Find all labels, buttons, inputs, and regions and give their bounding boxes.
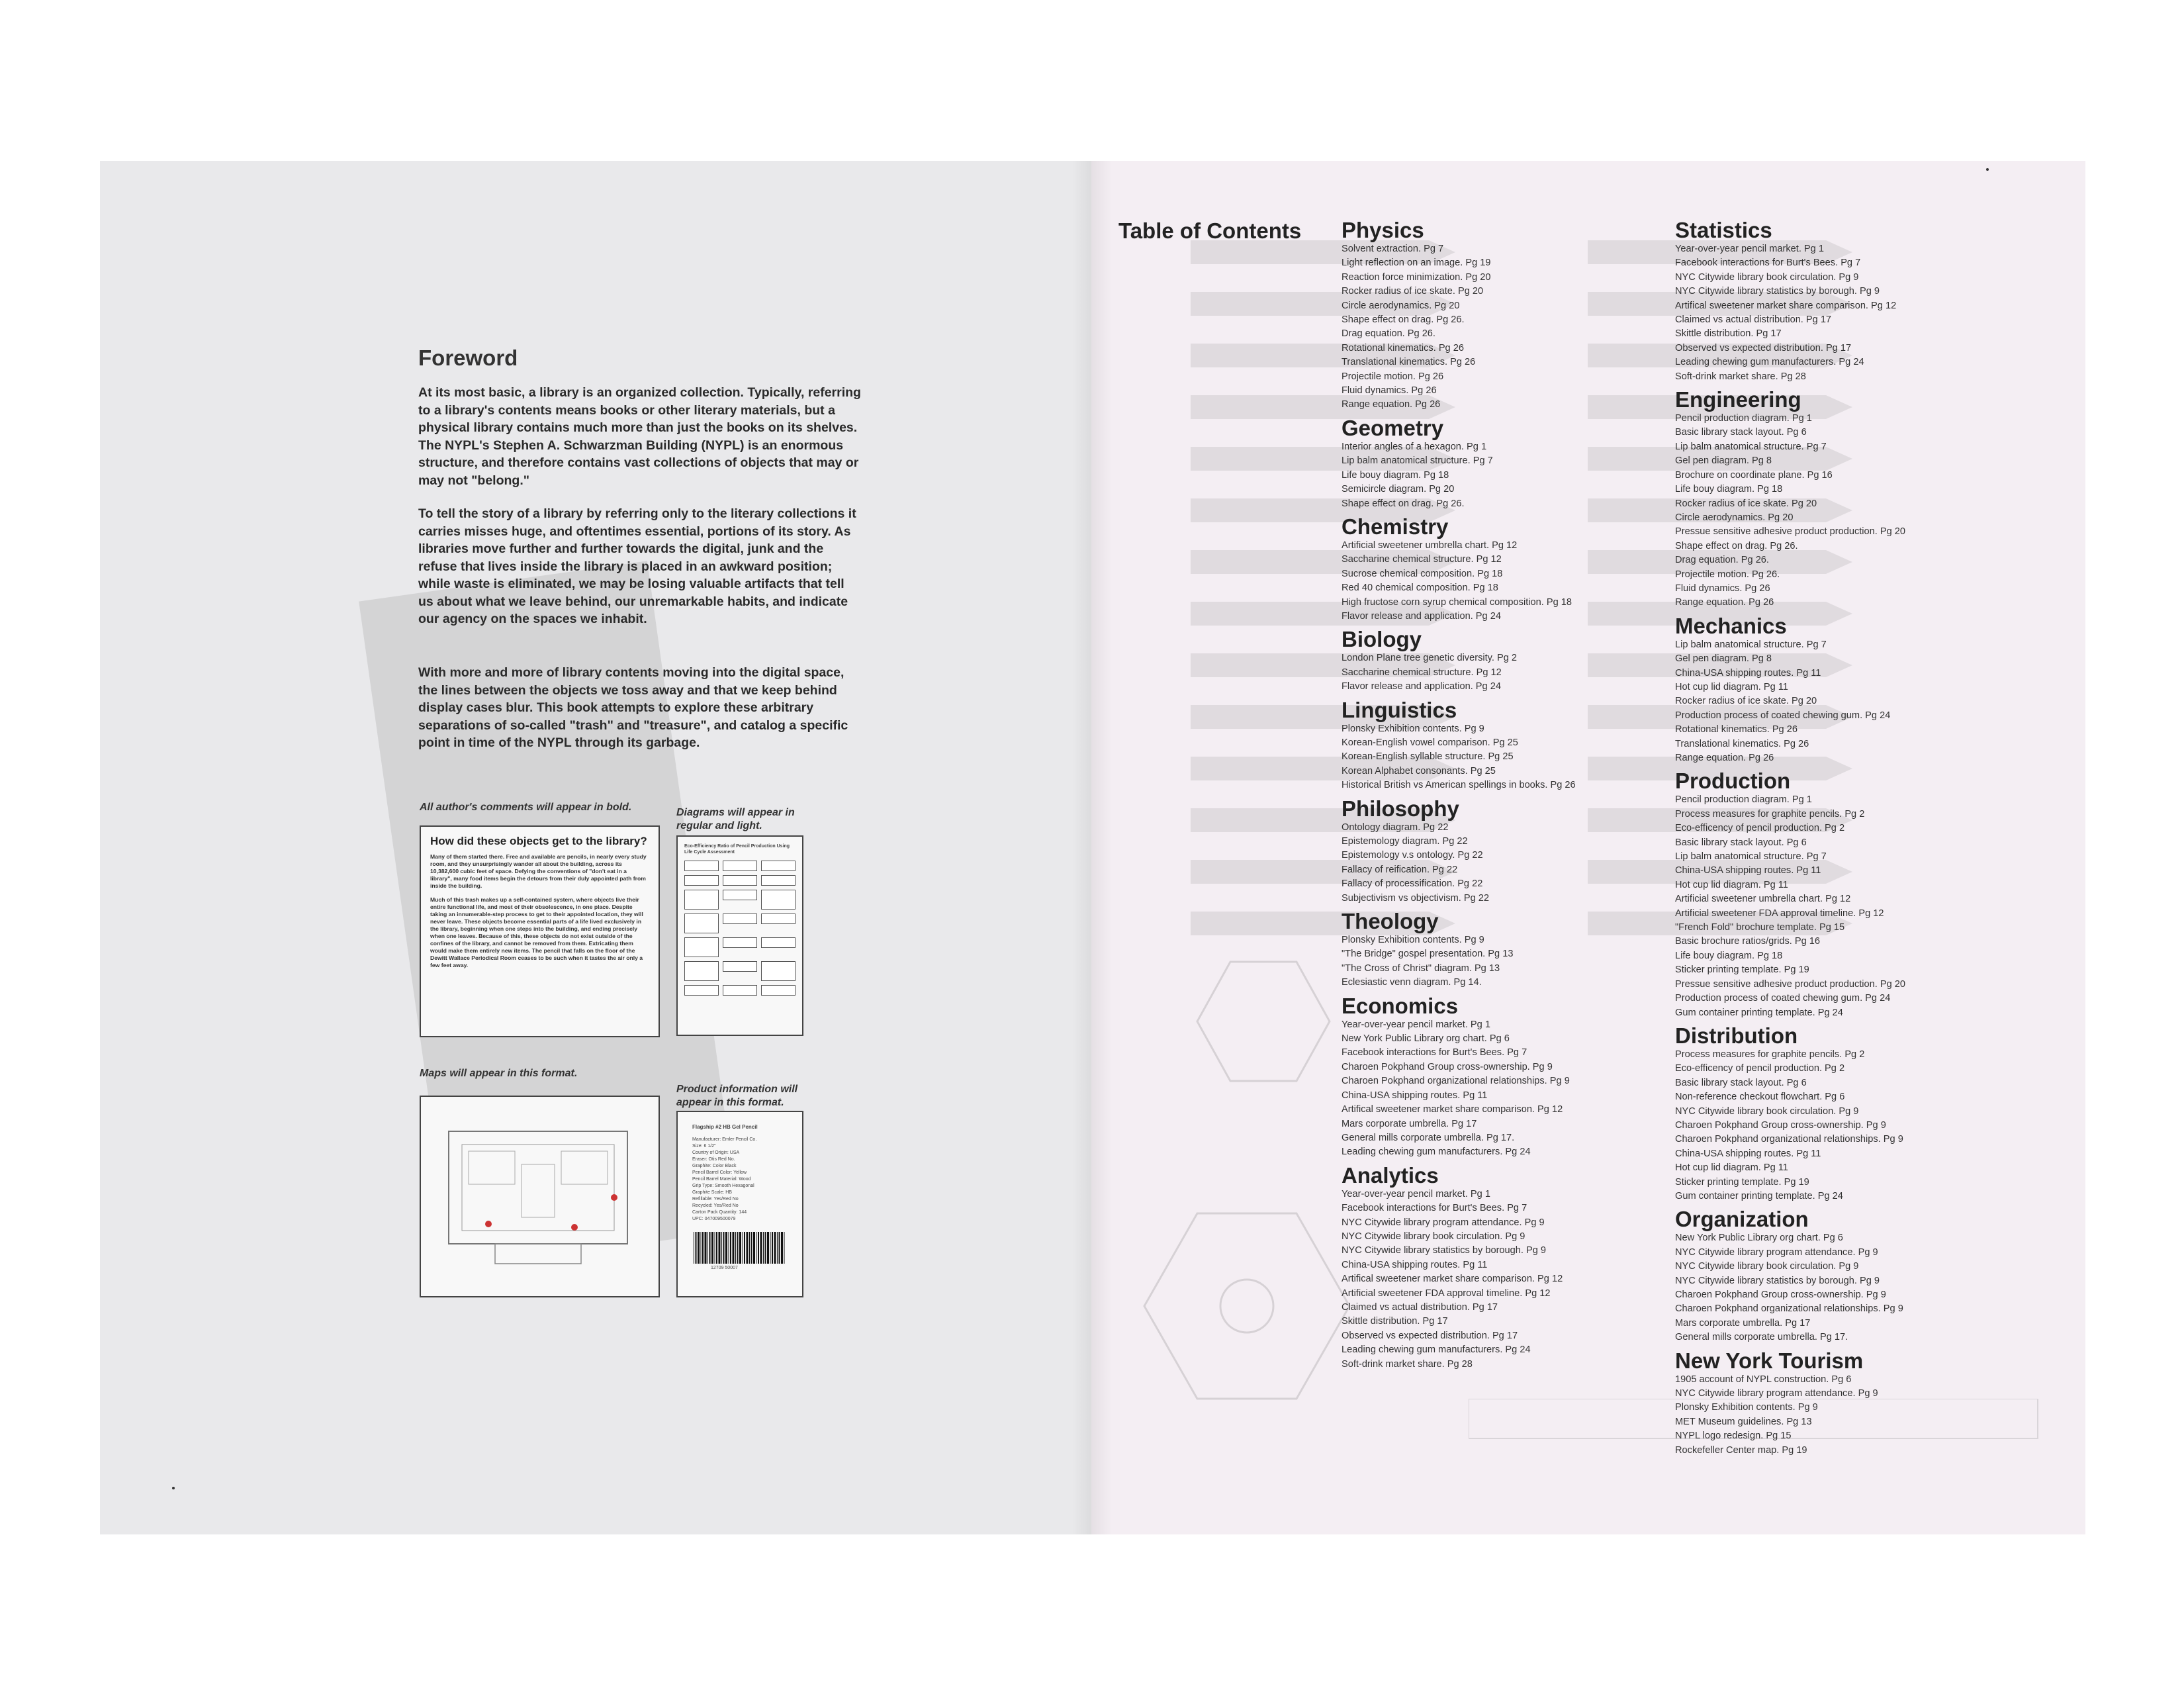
toc-title: Table of Contents: [1118, 218, 1302, 243]
product-detail-line: Size: 6 1/2": [692, 1144, 716, 1149]
toc-entry: Facebook interactions for Burt's Bees. Pg 7: [1342, 1047, 1527, 1058]
toc-section-geometry: [1342, 416, 1672, 511]
toc-entry: Eco-efficency of pencil production. Pg 2: [1675, 1063, 1845, 1074]
toc-entry: Artificial sweetener umbrella chart. Pg 12: [1675, 894, 1851, 905]
toc-entry: Observed vs expected distribution. Pg 17: [1342, 1330, 1518, 1341]
toc-entry: Claimed vs actual distribution. Pg 17: [1675, 314, 1832, 326]
toc-entry: Korean Alphabet consonants. Pg 25: [1342, 765, 1496, 776]
toc-column-1: [1342, 218, 1672, 1376]
toc-entry: Life bouy diagram. Pg 18: [1675, 950, 1783, 961]
toc-entry: Sticker printing template. Pg 19: [1675, 964, 1809, 976]
toc-section-heading: Distribution: [1675, 1023, 1798, 1048]
toc-column-2: [1675, 218, 2006, 1462]
toc-entry: Range equation. Pg 26: [1675, 753, 1774, 763]
toc-entry: "The Cross of Christ" diagram. Pg 13: [1342, 962, 1500, 974]
toc-section-distribution: [1675, 1024, 2006, 1203]
toc-entry: Artifical sweetener market share comparison. Pg 12: [1675, 300, 1897, 311]
toc-section-linguistics: [1342, 698, 1672, 793]
toc-entry: Skittle distribution. Pg 17: [1675, 328, 1782, 340]
toc-entry: Hot cup lid diagram. Pg 11: [1675, 1162, 1788, 1174]
toc-entry: London Plane tree genetic diversity. Pg 2: [1342, 653, 1518, 664]
toc-entry: Range equation. Pg 26: [1675, 597, 1774, 608]
toc-entry: MET Museum guidelines. Pg 13: [1675, 1416, 1812, 1427]
toc-entry: Subjectivism vs objectivism. Pg 22: [1342, 892, 1490, 904]
toc-section-heading: Production: [1675, 769, 1791, 794]
toc-entry: Production process of coated chewing gum. Pg 24: [1675, 710, 1891, 721]
toc-entry: Observed vs expected distribution. Pg 17: [1675, 342, 1852, 353]
toc-entry-list: [1342, 933, 1672, 990]
sample-diagram-title: Eco-Efficiency Ratio of Pencil Production Using Life Cycle Assessment: [684, 844, 790, 855]
toc-entry: NYC Citywide library program attendance. Pg 9: [1342, 1217, 1545, 1228]
toc-entry: General mills corporate umbrella. Pg 17.: [1342, 1132, 1515, 1143]
toc-entry-list: [1342, 242, 1672, 412]
foreword-paragraph-1: At its most basic, a library is an organized collection. Typically, referring to a library's contents means books or other literary materials, but a physical library contains much more than just the books on its shelves. The NYPL's Stephen A. Schwarzman Building (NYPL) is an enormous structure, and therefore contains vast collections of objects that may or may not "belong.": [418, 385, 861, 488]
toc-entry: Rotational kinematics. Pg 26: [1342, 342, 1464, 353]
toc-entry: Lip balm anatomical structure. Pg 7: [1675, 851, 1827, 863]
toc-section-biology: [1342, 628, 1672, 694]
toc-entry: Pressue sensitive adhesive product production. Pg 20: [1675, 526, 1906, 538]
toc-entry: Circle aerodynamics. Pg 20: [1675, 512, 1794, 523]
toc-section-heading: Geometry: [1342, 415, 1444, 440]
toc-entry: Leading chewing gum manufacturers. Pg 24: [1675, 357, 1864, 368]
toc-entry: Artifical sweetener market share comparison. Pg 12: [1342, 1274, 1563, 1285]
product-detail-line: Grip Type: Smooth Hexagonal: [692, 1184, 754, 1188]
barcode-number: 12709 50007: [711, 1266, 738, 1270]
toc-entry: NYPL logo redesign. Pg 15: [1675, 1430, 1792, 1442]
toc-entry: Fallacy of processification. Pg 22: [1342, 878, 1483, 890]
toc-entry: Charoen Pokphand Group cross-ownership. Pg 9: [1342, 1061, 1553, 1072]
toc-section-production: [1675, 769, 2006, 1020]
toc-entry: NYC Citywide library book circulation. Pg 9: [1675, 271, 1859, 283]
toc-entry: Charoen Pokphand Group cross-ownership. Pg 9: [1675, 1119, 1886, 1131]
toc-entry: Rotational kinematics. Pg 26: [1675, 724, 1797, 735]
toc-entry: Flavor release and application. Pg 24: [1342, 610, 1501, 622]
toc-entry: Rocker radius of ice skate. Pg 20: [1675, 696, 1817, 707]
toc-section-heading: Mechanics: [1675, 613, 1787, 638]
toc-entry: Artificial sweetener FDA approval timeline. Pg 12: [1675, 908, 1884, 919]
toc-entry: Pencil production diagram. Pg 1: [1675, 794, 1812, 806]
toc-section-analytics: [1342, 1164, 1672, 1372]
toc-section-engineering: [1675, 388, 2006, 610]
toc-entry: China-USA shipping routes. Pg 11: [1675, 1148, 1821, 1159]
toc-entry: Shape effect on drag. Pg 26.: [1342, 314, 1465, 326]
toc-entry: Translational kinematics. Pg 26: [1675, 738, 1809, 749]
toc-entry: New York Public Library org chart. Pg 6: [1342, 1033, 1510, 1045]
toc-section-heading: Linguistics: [1342, 697, 1457, 722]
product-detail-line: Pencil Barrel Material: Wood: [692, 1177, 751, 1182]
toc-entry: Gum container printing template. Pg 24: [1675, 1190, 1843, 1201]
toc-entry-list: [1675, 1231, 2006, 1344]
toc-entry: Reaction force minimization. Pg 20: [1342, 271, 1491, 283]
toc-entry: Ontology diagram. Pg 22: [1342, 821, 1449, 833]
toc-entry: Charoen Pokphand organizational relationships. Pg 9: [1675, 1303, 1903, 1315]
toc-section-heading: Statistics: [1675, 218, 1772, 242]
toc-entry: Lip balm anatomical structure. Pg 7: [1342, 455, 1493, 467]
product-detail-line: UPC: 047009500079: [692, 1217, 736, 1221]
toc-entry: Rocker radius of ice skate. Pg 20: [1342, 286, 1484, 297]
caption-maps: Maps will appear in this format.: [420, 1068, 578, 1079]
toc-section-heading: New York Tourism: [1675, 1348, 1864, 1373]
toc-section-mechanics: [1675, 614, 2006, 766]
toc-entry: Translational kinematics. Pg 26: [1342, 357, 1476, 368]
toc-entry: Korean-English syllable structure. Pg 25: [1342, 751, 1514, 763]
toc-entry: General mills corporate umbrella. Pg 17.: [1675, 1332, 1848, 1343]
toc-entry: Artifical sweetener market share comparison. Pg 12: [1342, 1104, 1563, 1115]
toc-entry: Claimed vs actual distribution. Pg 17: [1342, 1301, 1498, 1313]
toc-entry: Basic library stack layout. Pg 6: [1675, 1077, 1807, 1088]
toc-entry: Semicircle diagram. Pg 20: [1342, 484, 1455, 495]
caption-comments: All author's comments will appear in bold.: [420, 802, 632, 813]
toc-entry: NYC Citywide library book circulation. Pg 9: [1675, 1261, 1859, 1272]
toc-entry: Shape effect on drag. Pg 26.: [1675, 540, 1798, 551]
toc-entry: NYC Citywide library statistics by borough. Pg 9: [1342, 1245, 1547, 1256]
toc-entry: Rocker radius of ice skate. Pg 20: [1675, 498, 1817, 509]
book-spine: [1072, 161, 1112, 1534]
sample-comment-heading: How did these objects get to the library?: [430, 835, 647, 847]
toc-entry: Shape effect on drag. Pg 26.: [1342, 498, 1465, 509]
product-detail-line: Manufacturer: Emler Pencil Co.: [692, 1137, 757, 1142]
toc-section-heading: Philosophy: [1342, 796, 1459, 821]
toc-section-heading: Organization: [1675, 1207, 1809, 1232]
foreword-title: Foreword: [418, 346, 518, 370]
toc-section-new-york-tourism: [1675, 1349, 2006, 1458]
toc-entry: Brochure on coordinate plane. Pg 16: [1675, 469, 1833, 481]
toc-entry: Gel pen diagram. Pg 8: [1675, 455, 1772, 467]
toc-entry-list: [1675, 638, 2006, 766]
toc-section-heading: Analytics: [1342, 1162, 1439, 1188]
toc-entry: Mars corporate umbrella. Pg 17: [1342, 1118, 1477, 1129]
toc-entry: "The Bridge" gospel presentation. Pg 13: [1342, 949, 1514, 960]
toc-entry: Charoen Pokphand organizational relationships. Pg 9: [1342, 1076, 1570, 1087]
toc-entry: Saccharine chemical structure. Pg 12: [1342, 554, 1502, 565]
toc-entry: Year-over-year pencil market. Pg 1: [1675, 244, 1824, 254]
toc-section-economics: [1342, 994, 1672, 1160]
toc-entry: Hot cup lid diagram. Pg 11: [1675, 879, 1788, 890]
speck: [1986, 168, 1989, 171]
toc-entry-list: [1675, 793, 2006, 1020]
toc-entry: Fallacy of reification. Pg 22: [1342, 864, 1458, 875]
toc-entry: Life bouy diagram. Pg 18: [1675, 484, 1783, 495]
toc-entry: Basic brochure ratios/grids. Pg 16: [1675, 936, 1821, 947]
toc-entry: Year-over-year pencil market. Pg 1: [1342, 1188, 1490, 1199]
product-detail-line: Carton Pack Quantity: 144: [692, 1210, 747, 1215]
toc-section-physics: [1342, 218, 1672, 412]
toc-entry: Production process of coated chewing gum. Pg 24: [1675, 993, 1891, 1004]
product-details: [692, 1137, 796, 1223]
toc-entry: New York Public Library org chart. Pg 6: [1675, 1233, 1843, 1244]
toc-entry-list: [1675, 242, 2006, 384]
toc-section-philosophy: [1342, 797, 1672, 906]
toc-entry-list: [1342, 440, 1672, 511]
toc-entry: Circle aerodynamics. Pg 20: [1342, 300, 1460, 311]
toc-entry: Gel pen diagram. Pg 8: [1675, 653, 1772, 665]
toc-section-heading: Theology: [1342, 909, 1439, 934]
toc-section-heading: Engineering: [1675, 387, 1801, 412]
product-detail-line: Country of Origin: USA: [692, 1150, 740, 1155]
toc-entry: Plonsky Exhibition contents. Pg 9: [1675, 1402, 1818, 1413]
toc-entry: Fluid dynamics. Pg 26: [1675, 583, 1770, 594]
toc-entry: Drag equation. Pg 26.: [1675, 555, 1769, 566]
sample-diagram-box: [676, 835, 803, 1036]
toc-entry: Solvent extraction. Pg 7: [1342, 244, 1444, 254]
toc-entry: Interior angles of a hexagon. Pg 1: [1342, 441, 1487, 452]
toc-entry: Soft-drink market share. Pg 28: [1342, 1358, 1473, 1370]
sample-map-box: [420, 1096, 660, 1297]
toc-entry: Plonsky Exhibition contents. Pg 9: [1342, 935, 1484, 946]
toc-entry: China-USA shipping routes. Pg 11: [1342, 1259, 1488, 1270]
toc-entry-list: [1342, 539, 1672, 624]
sample-comment-paragraph-1: Many of them started there. Free and available are pencils, in nearly every study room, and they unsurprisingly wander all about the building, across its 10,382,600 cubic feet of space. Defying the conventions of "don't eat in a library", many food items begin the detours from their duly appointed path from inside the building.: [430, 853, 647, 889]
toc-entry: Basic library stack layout. Pg 6: [1675, 427, 1807, 438]
toc-entry: Soft-drink market share. Pg 28: [1675, 371, 1806, 382]
toc-entry: Projectile motion. Pg 26: [1342, 371, 1444, 382]
product-detail-line: Refillable: Yes/Red No: [692, 1197, 739, 1201]
toc-entry: Epistemology v.s ontology. Pg 22: [1342, 850, 1483, 861]
toc-entry: Year-over-year pencil market. Pg 1: [1342, 1019, 1490, 1030]
toc-entry: 1905 account of NYPL construction. Pg 6: [1675, 1374, 1852, 1385]
toc-entry-list: [1675, 1048, 2006, 1203]
sample-flowchart: [684, 861, 796, 996]
toc-section-organization: [1675, 1207, 2006, 1344]
toc-entry: Epistemology diagram. Pg 22: [1342, 836, 1468, 847]
toc-entry: Artificial sweetener FDA approval timeline. Pg 12: [1342, 1288, 1551, 1299]
product-detail-line: Graphite: Color Black: [692, 1164, 737, 1168]
product-detail-line: Recycled: Yes/Red No: [692, 1203, 739, 1208]
toc-entry: Fluid dynamics. Pg 26: [1342, 385, 1437, 397]
toc-entry: Facebook interactions for Burt's Bees. Pg 7: [1675, 258, 1861, 269]
toc-entry: Artificial sweetener umbrella chart. Pg 12: [1342, 539, 1518, 551]
toc-entry: Process measures for graphite pencils. Pg 2: [1675, 1049, 1865, 1060]
sample-product-box: [676, 1111, 803, 1297]
toc-entry: Historical British vs American spellings in books. Pg 26: [1342, 780, 1576, 791]
toc-entry-list: [1675, 412, 2006, 610]
toc-entry: Skittle distribution. Pg 17: [1342, 1316, 1448, 1327]
sample-comment-box: [420, 825, 660, 1037]
toc-entry: Drag equation. Pg 26.: [1342, 328, 1435, 340]
toc-entry-list: [1342, 722, 1672, 793]
toc-entry: Range equation. Pg 26: [1342, 399, 1441, 410]
product-detail-line: Eraser: Otis Red No.: [692, 1157, 735, 1162]
toc-entry: Gum container printing template. Pg 24: [1675, 1007, 1843, 1018]
toc-section-heading: Physics: [1342, 218, 1424, 242]
toc-entry: "French Fold" brochure template. Pg 15: [1675, 922, 1845, 933]
product-title: Flagship #2 HB Gel Pencil: [692, 1124, 758, 1130]
toc-section-heading: Chemistry: [1342, 514, 1449, 539]
toc-entry: NYC Citywide library book circulation. Pg 9: [1342, 1231, 1525, 1242]
toc-entry: Eco-efficency of pencil production. Pg 2: [1675, 823, 1845, 834]
toc-entry: Pencil production diagram. Pg 1: [1675, 413, 1812, 424]
speck: [172, 1487, 175, 1489]
toc-entry: Basic library stack layout. Pg 6: [1675, 837, 1807, 848]
toc-entry-list: [1675, 1373, 2006, 1458]
caption-product: Product information will appear in this format.: [676, 1084, 798, 1108]
product-detail-line: Pencil Barrel Color: Yellow: [692, 1170, 747, 1175]
toc-entry: NYC Citywide library statistics by borough. Pg 9: [1675, 286, 1880, 297]
product-detail-line: Graphite Scale: HB: [692, 1190, 732, 1195]
toc-entry: Charoen Pokphand organizational relationships. Pg 9: [1675, 1134, 1903, 1145]
foreword-paragraph-3: With more and more of library contents moving into the digital space, the lines between the objects we toss away and that we keep behind display cases blur. This book attempts to explore these arbitrary separations of so-called "trash" and "treasure", and catalog a specific point in time of the NYPL through its garbage.: [418, 665, 848, 750]
toc-entry-list: [1342, 1188, 1672, 1372]
toc-entry-list: [1342, 1018, 1672, 1160]
toc-entry: Mars corporate umbrella. Pg 17: [1675, 1317, 1811, 1329]
toc-section-statistics: [1675, 218, 2006, 384]
toc-entry: China-USA shipping routes. Pg 11: [1675, 667, 1821, 679]
toc-entry: Life bouy diagram. Pg 18: [1342, 469, 1449, 481]
toc-entry: China-USA shipping routes. Pg 11: [1675, 865, 1821, 876]
barcode-image: [692, 1232, 785, 1265]
toc-entry: Pressue sensitive adhesive product production. Pg 20: [1675, 978, 1906, 990]
toc-entry: Sucrose chemical composition. Pg 18: [1342, 568, 1503, 579]
toc-section-heading: Economics: [1342, 993, 1459, 1018]
toc-entry: Lip balm anatomical structure. Pg 7: [1675, 639, 1827, 650]
toc-entry: Hot cup lid diagram. Pg 11: [1675, 681, 1788, 692]
toc-entry: Charoen Pokphand Group cross-ownership. Pg 9: [1675, 1289, 1886, 1300]
toc-entry: Light reflection on an image. Pg 19: [1342, 258, 1491, 269]
foreword-paragraph-2: To tell the story of a library by referring only to the literary collections it carries misses huge, and oftentimes essential, portions of its story. As libraries move further and further towards the digital, junk and the refuse that lives inside the library is placed in an awkward position; while waste is eliminated, we may be losing valuable artifacts that tell us about what we leave behind, our unremarkable habits, and indicate our agency on the spaces we inhabit.: [418, 506, 856, 626]
toc-entry-list: [1342, 651, 1672, 694]
sample-comment-paragraph-2: Much of this trash makes up a self-contained system, where objects live their entire functional life, and most of their obsolescence, in one place. Despite taking an innumerable-step process to get to their appointed location, they will never leave. These objects become essential parts of a life lived exclusively in the library, beginning when one steps into the building, and ending precisely when one leaves. Because of this, these objects do not exist outside of the confines of the library, and cannot be removed from them. Extricating them would make them entirely new items. The pencil that falls on the floor of the Dewitt Wallace Periodical Room ceases to be such when it tastes the air only a few feet away.: [430, 896, 643, 968]
toc-entry: Leading chewing gum manufacturers. Pg 24: [1342, 1344, 1531, 1356]
toc-entry: Plonsky Exhibition contents. Pg 9: [1342, 723, 1484, 734]
toc-entry: Saccharine chemical structure. Pg 12: [1342, 667, 1502, 678]
toc-entry: Projectile motion. Pg 26.: [1675, 569, 1780, 580]
toc-entry: Lip balm anatomical structure. Pg 7: [1675, 441, 1827, 452]
toc-entry: Rockefeller Center map. Pg 19: [1675, 1444, 1807, 1456]
toc-entry-list: [1342, 821, 1672, 906]
toc-section-theology: [1342, 910, 1672, 990]
toc-entry: NYC Citywide library statistics by borough. Pg 9: [1675, 1275, 1880, 1286]
toc-entry: Process measures for graphite pencils. Pg 2: [1675, 808, 1865, 820]
toc-entry: China-USA shipping routes. Pg 11: [1342, 1090, 1488, 1101]
toc-entry: Red 40 chemical composition. Pg 18: [1342, 583, 1498, 594]
toc-entry: Sticker printing template. Pg 19: [1675, 1176, 1809, 1188]
toc-entry: Eclesiastic venn diagram. Pg 14.: [1342, 977, 1482, 988]
toc-section-heading: Biology: [1342, 627, 1422, 652]
caption-diagrams: Diagrams will appear in regular and light.: [676, 807, 795, 831]
toc-entry: Korean-English vowel comparison. Pg 25: [1342, 737, 1518, 748]
floor-plan-map: [429, 1105, 651, 1288]
toc-entry: NYC Citywide library book circulation. Pg 9: [1675, 1105, 1859, 1117]
toc-entry: Flavor release and application. Pg 24: [1342, 681, 1501, 692]
toc-entry: Facebook interactions for Burt's Bees. Pg 7: [1342, 1203, 1527, 1214]
toc-entry: High fructose corn syrup chemical composition. Pg 18: [1342, 596, 1572, 608]
toc-entry: Leading chewing gum manufacturers. Pg 24: [1342, 1147, 1531, 1158]
toc-entry: NYC Citywide library program attendance. Pg 9: [1675, 1388, 1878, 1399]
toc-entry: NYC Citywide library program attendance. Pg 9: [1675, 1246, 1878, 1258]
toc-entry: Non-reference checkout flowchart. Pg 6: [1675, 1092, 1845, 1103]
toc-section-chemistry: [1342, 515, 1672, 624]
